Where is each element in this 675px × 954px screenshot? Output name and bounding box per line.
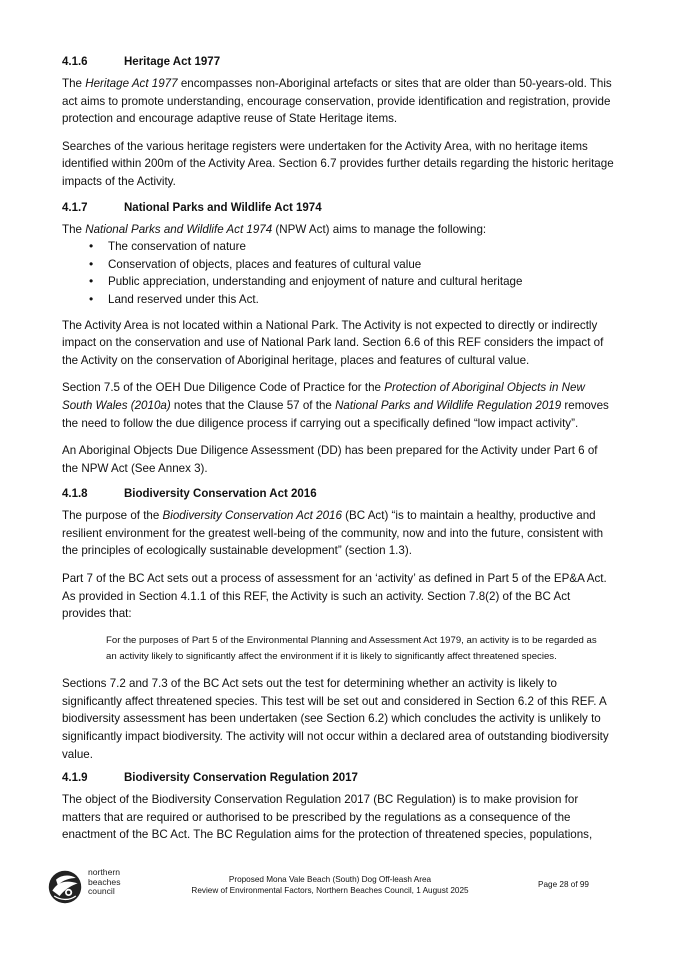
council-logo-text: northern beaches council xyxy=(88,867,121,897)
paragraph-heritage-act: The Heritage Act 1977 encompasses non-Aboriginal artefacts or sites that are older than 50-years-old. This act aims to promote understanding, encourage conservation, provide identification and registration, provide protection and encourage adaptive reuse of State Heritage items. xyxy=(62,77,612,126)
quote-text: For the purposes of Part 5 of the Environmental Planning and Assessment Act 1979, an activity is to be regarded as an activity likely to significantly affect the environment if it is likely to significantly affect threatened species. xyxy=(106,634,597,663)
npw-objectives-list xyxy=(62,238,614,308)
page-content xyxy=(62,55,614,844)
heading-4-1-9 xyxy=(62,771,614,785)
paragraph-dd-assessment: An Aboriginal Objects Due Diligence Assessment (DD) has been prepared for the Activity under Part 6 of the NPW Act (See Annex 3). xyxy=(62,444,598,475)
section-title: Biodiversity Conservation Act 2016 xyxy=(124,488,317,501)
list-item: • The conservation of nature xyxy=(62,238,614,256)
heading-4-1-6 xyxy=(62,55,614,69)
paragraph-national-park: The Activity Area is not located within a National Park. The Activity is not expected to directly or indirectly impact on the conservation and use of National Park land. Section 6.6 of this REF considers the impact of the Activity on the conservation of Aboriginal heritage, places and features of cultural value. xyxy=(62,318,604,367)
list-item: • Public appreciation, understanding and enjoyment of nature and cultural heritage xyxy=(62,273,614,291)
footer-document-title: Proposed Mona Vale Beach (South) Dog Off-leash Area Review of Environmental Factors, Northern Beaches Council, 1 August 2025 xyxy=(191,875,469,896)
section-number: 4.1.7 xyxy=(62,201,88,214)
paragraph-bc-regulation: The object of the Biodiversity Conservation Regulation 2017 (BC Regulation) is to make provision for matters that are required or authorised to be prescribed by the regulations as a consequence of the enactment of the BC Act. The BC Regulation aims for the protection of threatened species, populations, xyxy=(62,793,593,842)
northern-beaches-council-logo-icon xyxy=(47,869,83,905)
paragraph-bc-act-purpose: The purpose of the Biodiversity Conservation Act 2016 (BC Act) “is to maintain a healthy, productive and resilient environment for the greatest well-being of the community, now and into the future, consistent with the principles of ecologically sustainable development” (section 1.3). xyxy=(62,509,604,558)
heading-4-1-8 xyxy=(62,487,614,501)
paragraph-heritage-searches: Searches of the various heritage registers were undertaken for the Activity Area, with no heritage items identified within 200m of the Activity Area. Section 6.7 provides further details regarding the historic heritage impacts of the Activity. xyxy=(62,139,614,188)
paragraph-npw-intro: The National Parks and Wildlife Act 1974 (NPW Act) aims to manage the following: xyxy=(62,222,487,236)
list-item: • Conservation of objects, places and features of cultural value xyxy=(62,256,614,274)
paragraph-bc-act-part7: Part 7 of the BC Act sets out a process of assessment for an ‘activity’ as defined in Part 5 of the EP&A Act. As provided in Section 4.1.1 of this REF, the Activity is such an activity. Section 7.8(2) of the BC Act provides that: xyxy=(62,572,607,621)
page-number: Page 28 of 99 xyxy=(538,880,589,889)
heading-4-1-7 xyxy=(62,201,614,215)
section-title: Biodiversity Conservation Regulation 2017 xyxy=(124,772,358,785)
section-title: Heritage Act 1977 xyxy=(124,56,221,68)
section-title: National Parks and Wildlife Act 1974 xyxy=(124,201,322,214)
block-quote xyxy=(62,633,614,665)
paragraph-due-diligence-code: Section 7.5 of the OEH Due Diligence Code of Practice for the Protection of Aboriginal Objects in New South Wales (2010a) notes that the Clause 57 of the National Parks and Wildlife Regulation 2019 removes the need to follow the due diligence process if carrying out a specifically defined “low impact activity”. xyxy=(62,381,609,430)
section-number: 4.1.9 xyxy=(62,772,88,785)
section-number: 4.1.8 xyxy=(62,488,88,501)
section-number: 4.1.6 xyxy=(62,56,88,68)
paragraph-bc-test: Sections 7.2 and 7.3 of the BC Act sets out the test for determining whether an activity is likely to significantly affect threatened species. This test will be set out and considered in Section 6.2 of this REF. A biodiversity assessment has been undertaken (see Section 6.2) which concludes the activity is unlikely to significantly impact biodiversity. The activity will not occur within a declared area of outstanding biodiversity value. xyxy=(62,677,609,761)
list-item: • Land reserved under this Act. xyxy=(62,291,614,309)
